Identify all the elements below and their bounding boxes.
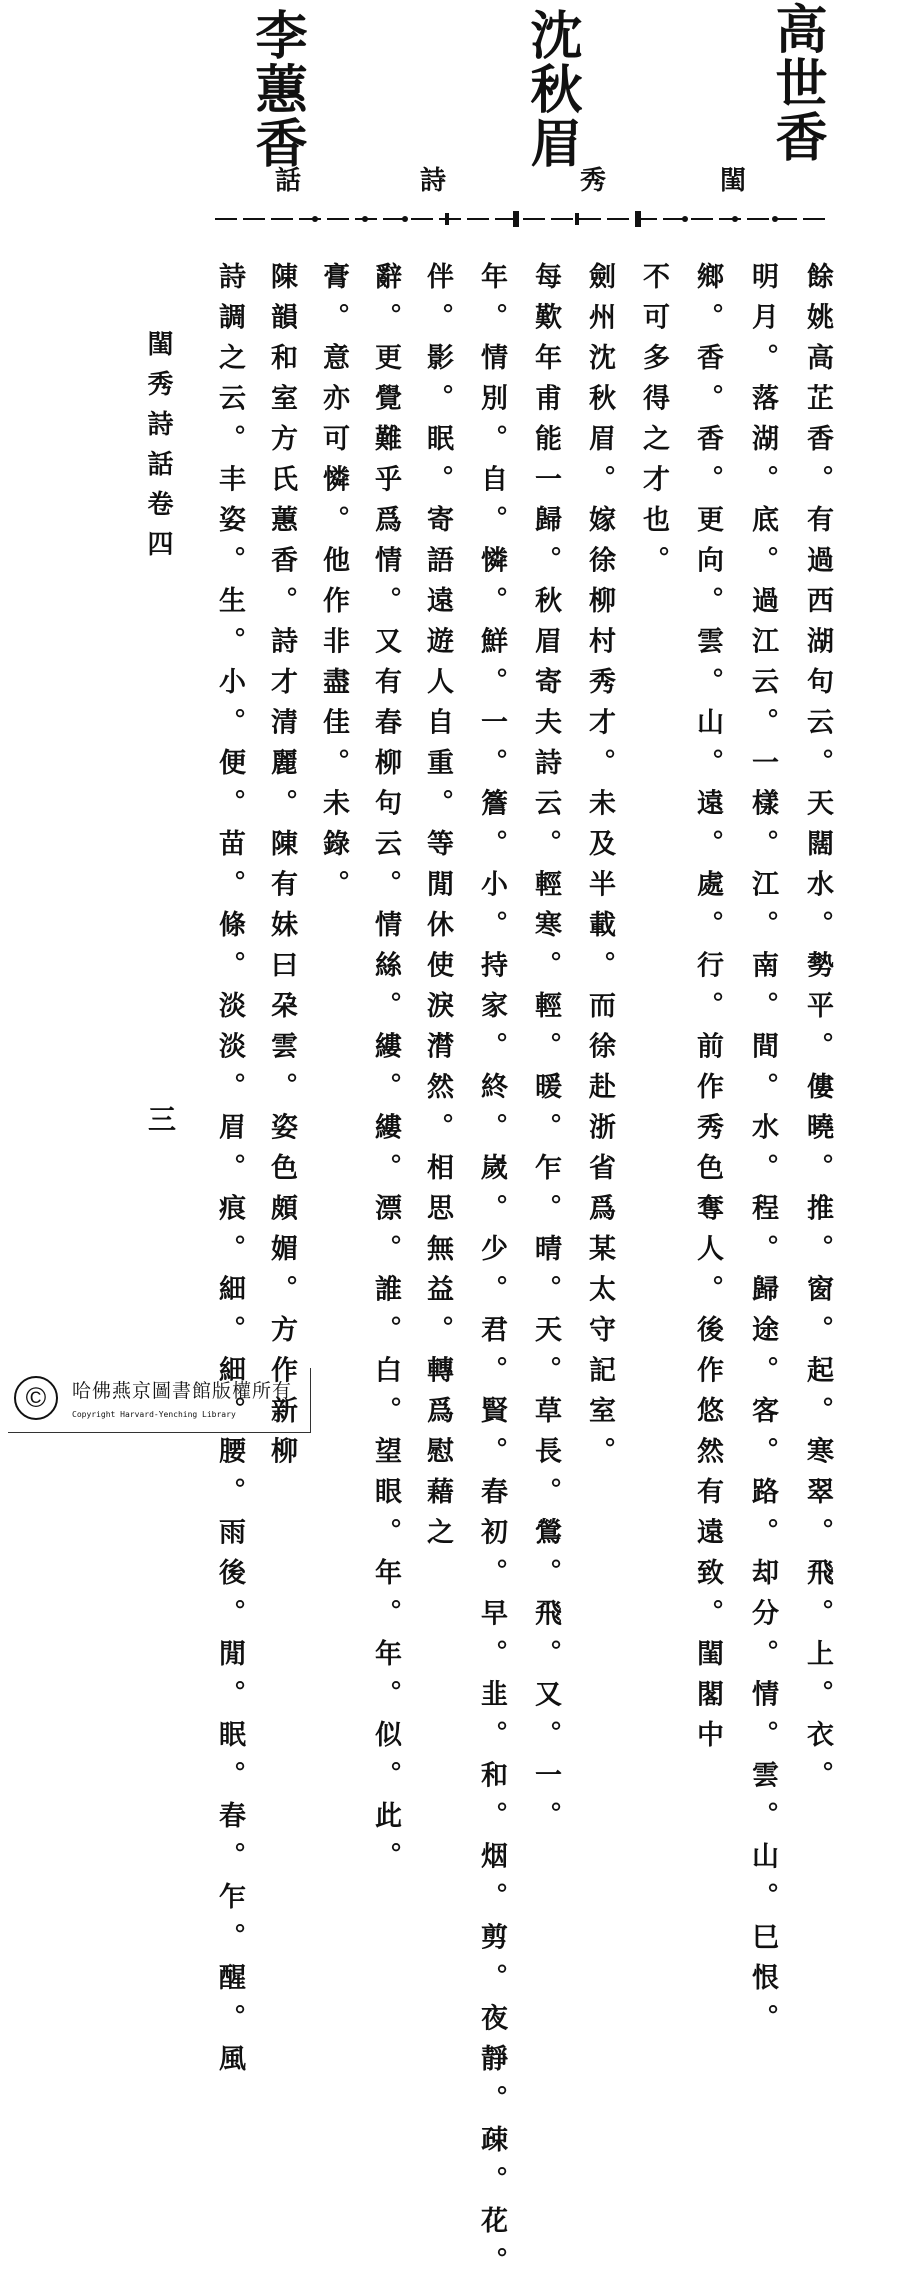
copyright-holder: 哈佛燕京圖書館版權所有: [72, 1380, 293, 1402]
text-column: 每歎年甫能一歸。秋眉寄夫詩云。輕寒。輕。暖。乍。晴。天。草長。鶯。飛。又。一。: [530, 262, 561, 1842]
title-char: 話: [275, 166, 302, 196]
text-column: 詩調之云。丰姿。生。小。便。苗。條。淡淡。眉。痕。細。細。腰。雨後。閒。眠。春。乍。醒。風: [214, 262, 245, 2085]
text-column: 伴。影。眠。寄語遠遊人自重。等閒休使淚潸然。相思無益。轉爲慰藉之: [422, 262, 453, 1558]
text-column: 餘姚高芷香。有過西湖句云。天闊水。勢平。僂曉。推。窗。起。寒翠。飛。上。衣。: [802, 262, 833, 1801]
poet-name: 李蕙香: [246, 8, 307, 170]
text-column: 膏。意亦可憐。他作非盡佳。未錄。: [318, 262, 349, 910]
text-body: [205, 262, 845, 2287]
text-column: 劍州沈秋眉。嫁徐柳村秀才。未及半載。而徐赴浙省爲某太守記室。: [584, 262, 615, 1477]
title-char: 秀: [580, 166, 607, 196]
title-char: 閨: [720, 166, 747, 196]
text-column: 鄉。香。香。更向。雲。山。遠。處。行。前作秀色奪人。後作悠然有遠致。閨閣中: [692, 262, 723, 1761]
text-column: 明月。落湖。底。過江云。一樣。江。南。間。水。程。歸途。客。路。却分。情。雲。山。巳恨。: [747, 262, 778, 2044]
title-char: 詩: [420, 166, 447, 196]
text-column: 不可多得之才也。: [638, 262, 669, 586]
text-column: 年。情別。自。憐。鮮。一。簷。小。持家。終。嵗。少。君。賢。春初。早。韭。和。烟。剪。夜靜。疎。花。: [476, 262, 507, 2287]
section-title: [270, 160, 790, 200]
poet-names-header: [230, 0, 850, 170]
page-number: 三: [148, 1103, 177, 1136]
decorative-rule: [215, 206, 825, 232]
poet-name: 高世香: [766, 2, 827, 164]
copyright-english: Copyright Harvard-Yenching Library: [72, 1410, 236, 1419]
text-column: 辭。更覺難乎爲情。又有春柳句云。情絲。縷。縷。漂。誰。白。望眼。年。年。似。此。: [370, 262, 401, 1882]
running-title: 閨秀詩話卷四: [143, 330, 173, 570]
text-column: 陳韻和室方氏蕙香。詩才清麗。陳有妹曰朶雲。姿色頗媚。方作新柳: [266, 262, 297, 1477]
copyright-icon: ©: [14, 1376, 58, 1420]
copyright-stamp: [8, 1368, 311, 1433]
poet-name: 沈秋眉: [521, 8, 582, 170]
